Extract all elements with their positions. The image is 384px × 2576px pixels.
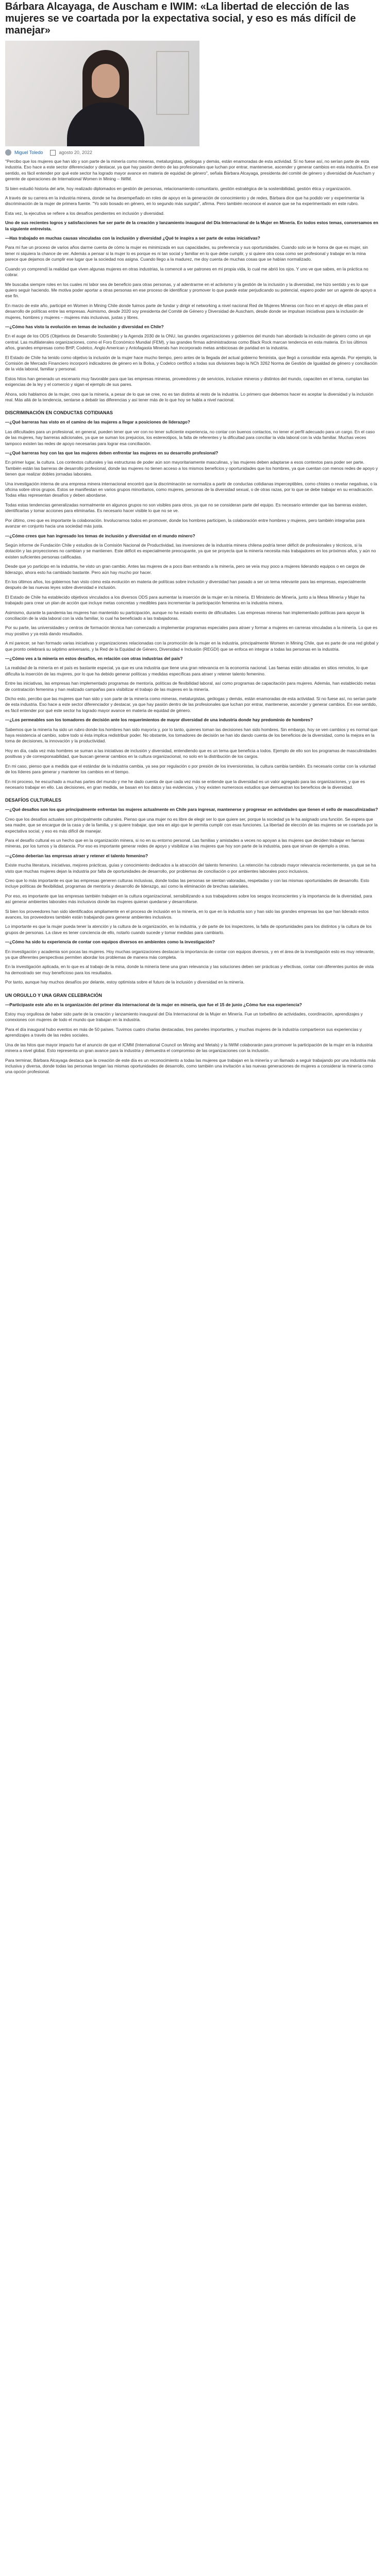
body-paragraph: Sabemos que la minería ha sido un rubro donde los hombres han sido mayoría y, por lo tanto, quienes toman las decisiones han sido hombres. Sin embargo, hoy se ven cambios y es normal que haya resistencia al cambio, sobre todo si ésta implica redistribuir poder. No obstante, los tomadores de decisión se han ido dando cuenta de los beneficios de la diversidad, como la mejora en la toma de decisiones, la innovación y la productividad. [5, 726, 378, 744]
interview-question: —¿Cómo deberían las empresas atraer y retener el talento femenino? [5, 853, 148, 858]
interview-question: —¿Cómo ves a la minería en estos desafíos, en relación con otras industrias del país? [5, 656, 183, 661]
body-paragraph: La realidad de la minería en el país es bastante especial, ya que es una industria que tiene una gran relevancia en la economía nacional. Las faenas están ubicadas en sitios remotos, lo que dificulta la inserción de las mujeres, por lo que ha debido generar políticas y medidas específicas para atraer y retener talento femenino. [5, 665, 368, 676]
body-paragraph: En la investigación aplicada, en lo que es al trabajo de la mina, donde la minería tiene una gran relevancia y las soluciones deben ser prácticas y efectivas, contar con diferentes puntos de vista ha demostrado ser muy beneficioso para los resultados. [5, 964, 374, 975]
body-paragraph: Si bien estudió historia del arte, hoy realizado diplomados en gestión de personas, relacionamiento comunitario, gestión estratégica de la sostenibilidad, gestión ética y organización. [5, 185, 352, 191]
interview-question: Uno de sus recientes logros y satisfacciones fue ser parte de la creación y lanzamiento inaugural del Día Internacional de la Mujer en Minería. En todos estos temas, conversamos en la siguiente entrevista. [5, 220, 378, 231]
body-paragraph: Según informe de Fundación Chile y estudios de la Comisión Nacional de Productividad, las inversiones de la industria minera chilena podría tener déficit de profesionales y técnicos, si la dotación y las proyecciones no cambian y se mantienen. Este déficit es especialmente preocupante, ya que se proyecta que la minería necesita más trabajadores en los próximos años, y aún no existen suficientes personas calificadas. [5, 542, 376, 560]
body-paragraph: En el auge de los ODS (Objetivos de Desarrollo Sostenible) y la Agenda 2030 de la ONU, las grandes organizaciones y gobiernos del mundo han abordado la inclusión de género como un eje central. Las multilaterales organizaciones, como el Foro Económico Mundial (FEM), y las grandes firmas administradoras como Black Rock marcan tendencia en esta materia. En los últimos años, grandes empresas como BHP, Codelco, Anglo American y Antofagasta Minerals han incorporado metas ambiciosas de paridad en la industria. [5, 333, 371, 351]
interview-question: —Participaste este año en la organización del primer día internacional de la mujer en minería, que fue el 15 de junio ¿Cómo fue esa experiencia? [5, 1002, 302, 1007]
hero-photo [5, 41, 199, 146]
body-paragraph: El Estado de Chile ha tenido como objetivo la inclusión de la mujer hace mucho tiempo, pero antes de la llegada del actual gobierno feminista, que llegó a consolidar esta agenda. Por ejemplo, la Comisión de Mercado Financiero incorporó indicadores de género en la Bolsa, y Codelco certificó a todas sus divisiones bajo la NCh 3262 Norma de Gestión de Igualdad de género y conciliación de la vida laboral, familiar y personal. [5, 354, 378, 372]
section-heading: DESAFÍOS CULTURALES [5, 798, 61, 803]
body-paragraph: Una investigación interna de una empresa minera internacional encontró que la discriminación se normaliza a partir de conductas cotidianas imperceptibles, como chistes o revelar negativas, o la oficina sobre otros grupos. Estos se manifiestan en varios grupos minoritarios, como mujeres, personas de la diversidad sexual, o de otras razas, por lo que se debe trabajar en su erradicación. Todas ellas representan desafíos y deben abordarse. [5, 481, 377, 498]
body-paragraph: En marzo de este año, participé en Women in Mining Chile donde fuimos parte de fundar y dirigir el networking a nivel nacional Red de Mujeres Mineras con foco en el apoyo de ellas para el desarrollo de políticas entre las empresas. Asimismo, desde 2020 soy presidenta del Comité de Género y Diversidad de Auscham, desde donde se impulsan iniciativas para la inclusión de mujeres, hombres y mujeres – mujeres más inclusivas, justas y libres. [5, 302, 368, 320]
body-paragraph: Estoy muy orgullosa de haber sido parte de la creación y lanzamiento inaugural del Día Internacional de la Mujer en Minería. Fue un torbellino de actividades, coordinación, aprendizajes y conexiones con mujeres de todo el mundo que trabajan en la industria. [5, 1011, 363, 1023]
section-heading: UN ORGULLO Y UNA GRAN CELEBRACIÓN [5, 992, 102, 998]
body-paragraph: Esta vez, la ejecutiva se refiere a los desafíos pendientes en inclusión y diversidad. [5, 210, 165, 216]
body-paragraph: Estos hitos han generado un escenario muy favorable para que las empresas mineras, proveedores y de servicios, inclusive mineros y distintos del mundo, capaciten en el tema, cumplan las exigencias de la ley y el comercio y sigan el ejemplo de sus pares. [5, 376, 369, 387]
calendar-icon [50, 150, 56, 156]
body-paragraph: Hoy en día, cada vez más hombres se suman a las iniciativas de inclusión y diversidad, entendiendo que es un tema que beneficia a todos. Ejemplo de ello son los programas de masculinidades positivas y de corresponsabilidad, que buscan generar cambios en la cultura organizacional, no solo en la distribución de los cargos. [5, 748, 377, 759]
body-paragraph: Cuando yo comprendí la realidad que viven algunas mujeres en otras industrias, la comencé a ver patrones en mi propia vida, lo cual me abrió los ojos. Y uno ve que sabes, en la práctica no cobrar. [5, 266, 369, 278]
interview-question: —¿Qué desafíos son los que principalmente enfrentan las mujeres actualmente en Chile para ingresar, mantenerse y progresar en actividades que tienen el sello de masculinizadas? [5, 807, 378, 812]
body-paragraph: Por su parte, las universidades y centros de formación técnica han comenzado a implementar programas especiales para atraer y formar a mujeres en carreras vinculadas a la minería. Lo que es muy positivo y ya está dando resultados. [5, 625, 378, 636]
interview-question: —¿Cómo ha sido tu experiencia de contar con equipos diversos en ambientes como la investigación? [5, 939, 215, 945]
interview-question: —Has trabajado en muchas causas vinculadas con la inclusión y diversidad ¿Qué te inspira a ser parte de estas iniciativas? [5, 235, 260, 241]
body-paragraph: En mi caso, pienso que a medida que el estándar de la industria cambia, ya sea por regulación o por presión de los inversionistas, la cultura cambia también. Es necesario contar con la voluntad de los líderes para generar y mantener los cambios en el tiempo. [5, 763, 376, 775]
interview-question: —¿Cómo has visto la evolución en temas de inclusión y diversidad en Chile? [5, 324, 164, 329]
article [0, 0, 384, 1075]
portrait-body [67, 103, 144, 146]
body-paragraph: Una de las hitos que mayor impacto fue el anuncio de que el ICMM (International Council on Mining and Metals) y la IWIM colaborarán para promover la participación de la mujer en la industria minera a nivel global. Esto representa un gran avance para la industria y demuestra el compromiso de las organizaciones con la inclusión. [5, 1042, 373, 1054]
body-paragraph: Me buscaba siempre roles en los cuales mi labor sea de beneficio para otras personas, y al adentrarme en el activismo y la gestión de la inclusión y la diversidad, me hizo sentido y es lo que quiero seguir haciendo. Me motiva poder aportar a otras personas en ese proceso de identificar y promover lo que puede estar perjudicando su potencial, espero poder ser un agente de apoyo a ese fin. [5, 281, 376, 299]
body-paragraph: Ahora, solo hablamos de la mujer, creo que la minería, a pesar de lo que se cree, no es tan distinta al resto de la industria. Lo primero que debemos hacer es aceptar la diversidad y la inclusión real. Más allá de la tendencia, sentarse a debatir las diferencias y así tener más de lo que hoy se habla a nivel nacional. [5, 391, 374, 402]
body-paragraph: Dicho esto, percibo que las mujeres que han sido y son parte de la minería como mineras, metalurgistas, geólogas y demás, están enamoradas de esta actividad. Si no fuese así, no serían parte de esta industria. Eso hace a este sector diferenciador y destacar, ya que hay pasión dentro de las profesionales que luchan por entrar, mantenerse, ascender y generar cambios. En ese sentido, es fácil entender por qué este sector ha logrado mayor avance en materia de equidad de género. [5, 696, 377, 713]
body-paragraph: Por eso, es importante que las empresas también trabajen en la cultura organizacional, sensibilizando a sus trabajadores sobre los sesgos inconscientes y la importancia de la diversidad, para así generar ambientes laborales más inclusivos donde las mujeres quieran quedarse y desarrollarse. [5, 893, 372, 905]
author-link[interactable]: Miguel Toledo [14, 150, 43, 155]
body-paragraph: Por último, creo que es importante la colaboración. Involucrarnos todos en promover, donde los hombres participen, la colaboración entre hombres y mujeres, pero también integrarlas para avanzar en conjunto hacia una sociedad más justa. [5, 517, 365, 529]
body-paragraph: Si bien los proveedores han sido identificados ampliamente en el proceso de inclusión en la minería, en lo que en la industria son y han sido las grandes empresas las que han liderado estos avances, los proveedores también están trabajando para generar ambientes inclusivos. [5, 908, 369, 920]
body-paragraph: Para el desafío cultural es un hecho que en la organización minera, si no en su entorno personal. Las familias y amistades a veces no apoyan a las mujeres que deciden trabajar en faenas mineras, por los turnos y la distancia. Por eso es importante generar redes de apoyo y visibilizar a las mujeres que hoy son parte de la industria, para que sirvan de ejemplo a otras. [5, 837, 364, 849]
interview-question: —¿Cómo crees que han ingresado los temas de inclusión y diversidad en el mundo minero? [5, 533, 195, 538]
body-paragraph: Todas estas tendencias generalizadas normalmente en algunos grupos no son visibles para otros, ya que no se consideran parte del equipo. Es necesario entender que las barreras existen, identificarlas y tomar acciones para eliminarlas. Es necesario hacer visible lo que no se ve. [5, 502, 368, 514]
body-paragraph: Asimismo, durante la pandemia las mujeres han mantenido su participación, aunque no ha estado exento de dificultades. Las empresas mineras han implementado políticas para apoyar la conciliación de la vida laboral con la vida familiar, lo cual ha beneficiado a las trabajadoras. [5, 609, 364, 621]
body-paragraph: En los últimos años, los gobiernos han visto cómo esta evolución en materia de políticas sobre inclusión y diversidad han pasado a ser un tema relevante para las empresas, especialmente después de las nuevas leyes sobre diversidad e inclusión. [5, 579, 366, 590]
body-paragraph: El Estado de Chile ha establecido objetivos vinculados a los diversos ODS para aumentar la inserción de la mujer en la minería. El Ministerio de Minería, junto a la Mesa Minería y Mujer ha trabajado para crear un plan de acción que incluye metas concretas y medibles para incrementar la participación femenina en la industria minera. [5, 594, 365, 606]
body-paragraph: Creo que lo más importante es que las empresas generen culturas inclusivas, donde todas las personas se sientan valoradas, respetadas y con las mismas oportunidades de desarrollo. Esto incluye políticas de flexibilidad, programas de mentoría y desarrollo de liderazgo, así como la eliminación de brechas salariales. [5, 877, 370, 889]
author-avatar-icon [5, 149, 11, 156]
body-paragraph: A mi parecer, se han formado varias iniciativas y organizaciones relacionadas con la promoción de la mujer en la industria, principalmente Women in Mining Chile, que es parte de una red global y que pronto celebrará su séptimo aniversario, y la Red de la Equidad de Género, Diversidad e Inclusión (REGDI) que se enfoca en integrar a todas las personas en la industria. [5, 640, 379, 652]
body-paragraph: Creo que los desafíos actuales son principalmente culturales. Pienso que una mujer no es libre de elegir ser lo que quiere ser, porque la sociedad ya le ha asignado una función. Se espera que sea madre, que se encargue de la casa y de la familia, y si quiere trabajar, que sea en algo que le permita cumplir con esas funciones. La libertad de elección de las mujeres se ve coartada por la expectativa social, y eso es más difícil de manejar. [5, 816, 378, 834]
body-paragraph: En investigación y academia son pocas las mujeres. Hoy muchas organizaciones destacan la importancia de contar con equipos diversos, y en el área de la investigación esto es muy relevante, ya que diferentes perspectivas permiten abordar los problemas de manera más completa. [5, 948, 375, 960]
body-paragraph: "Percibo que los mujeres que han ido y son parte de la minería como mineras, metalurgistas, geólogas y demás, están enamoradas de esta actividad. Sí no fuese así, no serían parte de esta industria. Eso hace a este sector diferenciador y destacar, ya que hay pasión dentro de las profesionales que luchan por entrar, mantenerse, ascender y generar cambios en esta industria. En ese sentido, es fácil entender por qué este sector ha logrado mayor avance en materia de equidad de género", señala Bárbara Alcayaga, presidenta del comité de género y diversidad de Auscham y gerente de operaciones de International Women in Mining – IWIM. [5, 159, 378, 182]
publish-date: agosto 20, 2022 [59, 150, 92, 155]
section-heading: DISCRIMINACIÓN EN CONDUCTAS COTIDIANAS [5, 410, 113, 416]
body-paragraph: Entre las iniciativas, las empresas han implementado programas de mentoría, políticas de flexibilidad laboral, así como programas de capacitación para mujeres. Además, han establecido metas de contratación femenina y han realizado campañas para visibilizar el trabajo de las mujeres en la minería. [5, 681, 376, 692]
body-paragraph: A través de su carrera en la industria minera, donde se ha desempeñado en roles de apoyo en la generación de conocimiento y de redes, Bárbara dice que ha podido ver y experimentar la discriminación de la mujer de primera fuente. "Yo solo bosado en género, en lo segundo más surgido", afirma. Pero también reconoce el avance que se ha experimentado en este rubro. [5, 195, 364, 207]
body-paragraph: Las dificultades para un profesional, en general, pueden tener que ver con no tener suficiente experiencia, no contar con buenos contactos, no tener el perfil adecuado para un cargo. En el caso de las mujeres, hay barreras adicionales, ya que se suman los prejuicios, los estereotipos, la falta de referentes y la dificultad para conciliar la vida laboral con la vida familiar. Muchas veces tampoco existen las redes de apoyo necesarias para lograr esa conciliación. [5, 429, 375, 446]
portrait-face [92, 64, 120, 98]
body-paragraph: En primer lugar, la cultura. Los contextos culturales y las estructuras de poder aún son mayoritariamente masculinas, y las mujeres deben adaptarse a esos contextos para poder ser parte. También están las barreras de desarrollo profesional, donde las mujeres no tienen acceso a los mismos beneficios y oportunidades que los hombres, ya que cuentan con menos redes de apoyo y tienen que realizar dobles jornadas laborales. [5, 460, 378, 477]
body-paragraph: Lo importante es que la mujer pueda tener la atención y la cultura de la organización, en la industria, y de parte de los inspectores, la falla de oportunidades para los distintos y la cultura de los grupos de personas. La clave es tener conciencia de ello, notarlo cuando sucede y tomar medidas para cambiarlo. [5, 924, 372, 935]
body-paragraph: Existe mucha literatura, iniciativas, mejores prácticas, guías y conocimiento dedicados a la atracción del talento femenino. La retención ha cobrado mayor relevancia recientemente, ya que se ha visto que muchas mujeres dejan la industria por falta de oportunidades de desarrollo, por problemas de conciliación o por ambientes laborales poco inclusivos. [5, 862, 376, 874]
background-frame [156, 51, 189, 115]
body-paragraph: Para mí fue un proceso de varios años darme cuenta de cómo la mujer es minimizada en sus capacidades, su preferencia y sus oportunidades. Cuando solo se le honra de que es mujer, sin tener ni siquiera la chance de ver. Además a pensar si la mujer lo es porque es ni tan social y familiar en lo que debe cumplir, y si quiere otra cosa como ser profesional y trabajar en la mina parece que dejamos de cumplir ese lugar que la sociedad nos asigna. Cuando llego a la madurez, me doy cuenta de muchas cosas que se habían normalizado. [5, 245, 368, 262]
interview-question: —¿Qué barreras has visto en el camino de las mujeres a llegar a posiciones de liderazgo? [5, 419, 190, 425]
interview-question: —¿Qué barreras hoy con las que las mujeres deben enfrentar las mujeres en su desarrollo profesional? [5, 450, 219, 456]
interview-question: —¿Los permeables son los tomadores de decisión ante los requerimientos de mayor diversidad de una industria donde hay predominio de hombres? [5, 717, 313, 723]
body-paragraph: Para terminar, Bárbara Alcayaga destaca que la creación de este día es un reconocimiento a todas las mujeres que trabajan en la minería y un llamado a seguir trabajando por una industria más inclusiva y diversa, donde todas las personas tengan las mismas oportunidades de desarrollo, como también una invitación a las nuevas generaciones de mujeres a considerar la minería como una opción profesional. [5, 1057, 376, 1075]
body-paragraph: Desde que yo participo en la industria, he visto un gran cambio. Antes las mujeres de a poco iban entrando a la minería, pero se veía muy poco a mujeres liderando equipos o en cargos de liderazgo, ahora esto ha cambiado bastante. Pero aún hay mucho por hacer. [5, 564, 365, 575]
article-meta [5, 149, 379, 156]
article-title: Bárbara Alcayaga, de Auscham e IWIM: «La libertad de elección de las mujeres se ve coartada por la expectativa social, y eso es más difícil de manejar» [5, 1, 356, 36]
body-paragraph: En mi proceso, he escuchado a muchas partes del mundo y me he dado cuenta de que cada vez más se entiende que la diversidad es un valor agregado para las organizaciones, y que es necesario trabajar en ello. Las decisiones, en gran medida, se basan en los datos y las evidencias, y hoy existen numerosos estudios que demuestran los beneficios de la diversidad. [5, 778, 365, 790]
body-paragraph: Por tanto, aunque hay muchos desafíos por delante, estoy optimista sobre el futuro de la inclusión y diversidad en la minería. [5, 979, 245, 985]
article-body [5, 159, 379, 1075]
body-paragraph: Para el día inaugural hubo eventos en más de 50 países. Tuvimos cuatro charlas destacadas, tres paneles importantes, y muchas mujeres de la industria compartieron sus experiencias y aprendizajes a través de las redes sociales. [5, 1026, 362, 1038]
